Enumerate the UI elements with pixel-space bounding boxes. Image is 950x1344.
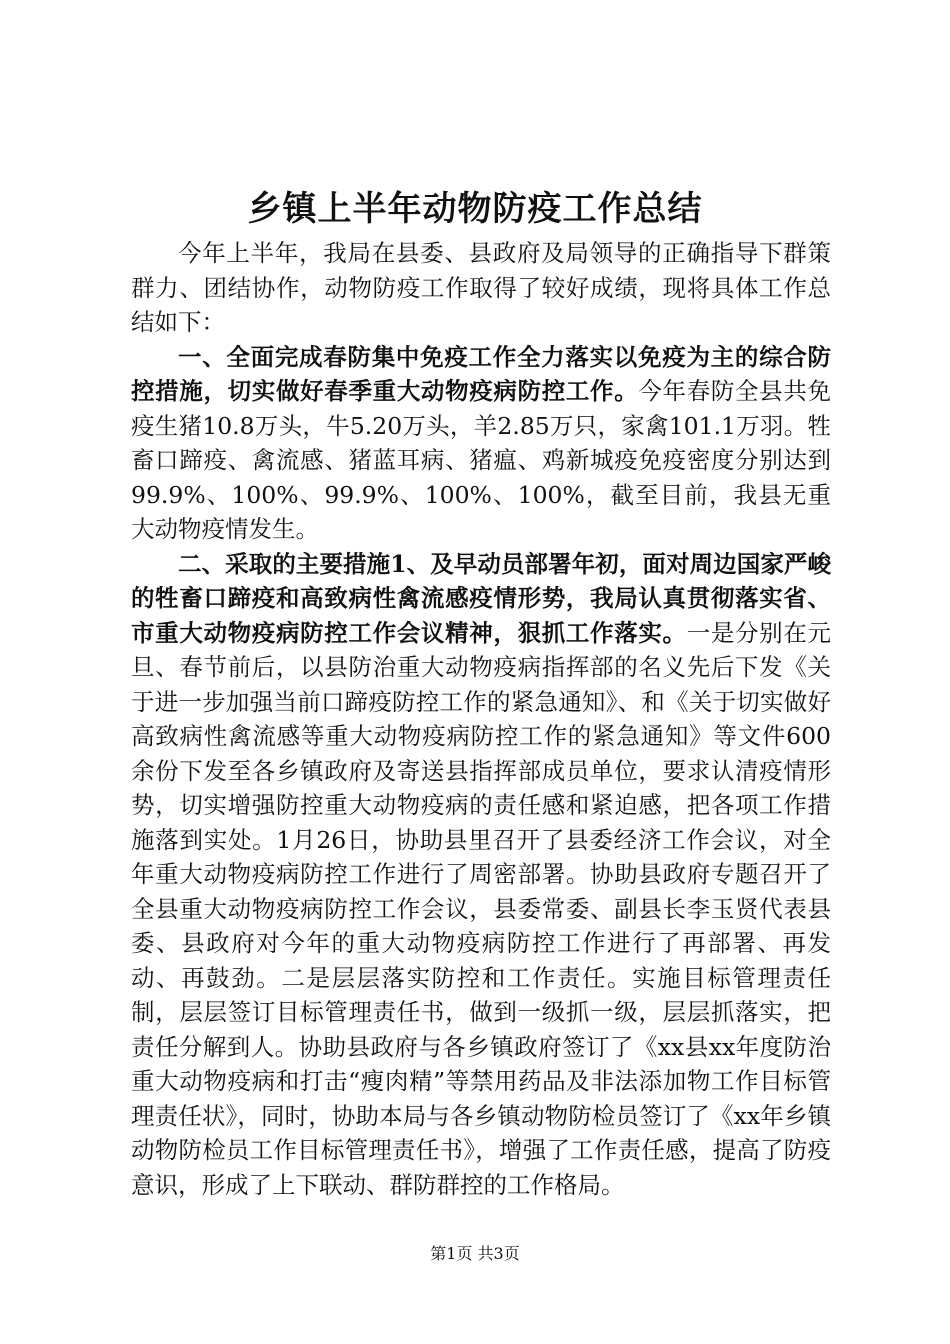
page-footer: 第1页 共3页 [430, 1244, 520, 1263]
section-2-heading: 二、采取的主要措施1、及早动员部署年初，面对周边国家严峻的牲畜口蹄疫和高致病性禽流感疫情形势，我局认真贯彻落实省、市重大动物疫病防控工作会议精神，狠抓工作落实。 [131, 549, 831, 647]
section-2-paragraph [131, 547, 831, 1203]
section-1-body: 今年春防全县共免疫生猪10.8万头，牛5.20万头，羊2.85万只，家禽101.1万羽。牲畜口蹄疫、禽流感、猪蓝耳病、猪瘟、鸡新城疫免疫密度分别达到99.9%、100%、99.9%、100%、100%，截至目前，我县无重大动物疫情发生。 [131, 377, 831, 543]
intro-paragraph: 今年上半年，我局在县委、县政府及局领导的正确指导下群策群力、团结协作，动物防疫工作取得了较好成绩，现将具体工作总结如下： [131, 239, 831, 336]
section-2-body: 一是分别在元旦、春节前后，以县防治重大动物疫病指挥部的名义先后下发《关于进一步加强当前口蹄疫防控工作的紧急通知》、和《关于切实做好高致病性禽流感等重大动物疫病防控工作的紧急通知》等文件600余份下发至各乡镇政府及寄送县指挥部成员单位，要求认清疫情形势，切实增强防控重大动物疫病的责任感和紧迫感，把各项工作措施落到实处。1月26日，协助县里召开了县委经济工作会议，对全年重大动物疫病防控工作进行了周密部署。协助县政府专题召开了全县重大动物疫病防控工作会议，县委常委、副县长李玉贤代表县委、县政府对今年的重大动物疫病防控工作进行了再部署、再发动、再鼓劲。二是层层落实防控和工作责任。实施目标管理责任制，层层签订目标管理责任书，做到一级抓一级，层层抓落实，把责任分解到人。协助县政府与各乡镇政府签订了《xx县xx年度防治重大动物疫病和打击“瘦肉精”等禁用药品及非法添加物工作目标管理责任状》，同时，协助本局与各乡镇动物防检员签订了《xx年乡镇动物防检员工作目标管理责任书》，增强了工作责任感，提高了防疫意识，形成了上下联动、群防群控的工作格局。 [131, 618, 832, 1199]
section-1-heading: 一、全面完成春防集中免疫工作全力落实以免疫为主的综合防控措施，切实做好春季重大动物疫病防控工作。 [131, 342, 831, 405]
document-title: 乡镇上半年动物防疫工作总结 [247, 189, 703, 229]
document-body [131, 236, 831, 1202]
section-1-paragraph [131, 340, 831, 547]
